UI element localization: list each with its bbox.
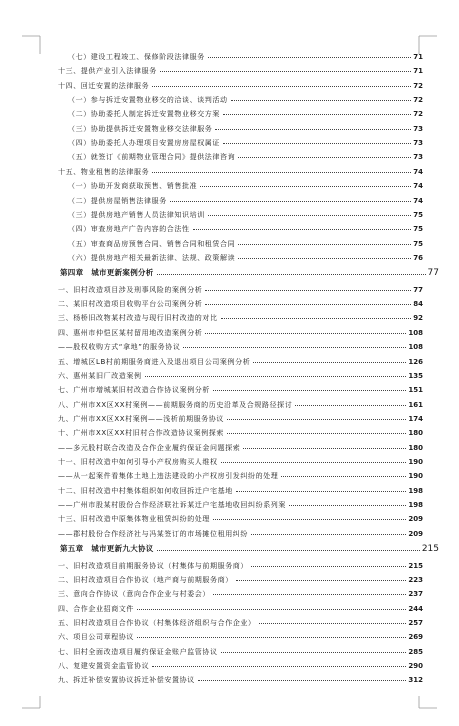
toc-entry[interactable] — [0, 631, 459, 643]
dot-leader — [221, 652, 406, 653]
dot-leader — [152, 172, 411, 173]
toc-entry[interactable] — [0, 298, 459, 310]
toc-entry[interactable] — [0, 51, 459, 63]
toc-entry[interactable] — [0, 413, 459, 425]
toc-entry-title: 十一、旧村改造中如何引导小产权房购买人维权 — [58, 457, 218, 466]
toc-entry[interactable] — [0, 327, 459, 339]
dot-leader — [238, 157, 411, 158]
toc-entry-title: 六、惠州某旧厂改造案例 — [58, 371, 142, 380]
toc-entry-title: 十二、旧村改造中村集体组织如何收回拆迁户宅基地 — [58, 486, 233, 495]
toc-entry-title: 四、惠州市仲恺区某村留用地改造案例分析 — [58, 328, 203, 337]
toc-entry[interactable] — [0, 513, 459, 525]
toc-page-number: 75 — [413, 225, 423, 234]
toc-entry-title: 第五章 城市更新九大协议 — [60, 544, 154, 554]
toc-page-number: 215 — [408, 561, 423, 570]
toc-entry-title: （三）协助提供拆迁安置物业移交法律服务 — [68, 124, 213, 133]
toc-entry[interactable] — [0, 456, 459, 468]
crop-mark-top-right — [399, 0, 459, 54]
dot-leader — [137, 637, 406, 638]
toc-page-number: 161 — [408, 400, 423, 409]
toc-entry-title: （三）提供房地产销售人员法律知识培训 — [68, 210, 205, 219]
toc-entry-title: 一、旧村改造项目涉及刑事风险的案例分析 — [58, 285, 203, 294]
dot-leader — [170, 201, 411, 202]
toc-page-number: 209 — [408, 515, 423, 524]
toc-page-number: 92 — [413, 314, 423, 323]
toc-entry-title: （四）审查房地产广告内容的合法性 — [68, 225, 190, 234]
toc-entry-title: 十三、旧村改造中原集体物业租赁纠纷的处理 — [58, 515, 210, 524]
dot-leader — [227, 433, 406, 434]
toc-entry-title: ——郡村股份合作经济社与冯某签订的市场摊位租用纠纷 — [58, 529, 248, 538]
toc-page-number: 190 — [408, 472, 423, 481]
toc-entry[interactable] — [0, 574, 459, 586]
toc-entry[interactable] — [0, 660, 459, 672]
toc-entry-title: （四）协助委托人办理项目安置房房屋权属证 — [68, 139, 220, 148]
toc-page-number: 72 — [413, 110, 423, 119]
toc-entry-title: 九、广州市XX区XX村案例——浅析前期服务协议 — [58, 414, 224, 423]
toc-entry[interactable] — [0, 341, 459, 353]
toc-entry-title: 一、旧村改造项目前期服务协议（村集体与前期服务商） — [58, 561, 248, 570]
toc-entry[interactable] — [0, 485, 459, 497]
toc-entry[interactable] — [0, 137, 459, 149]
toc-entry-title: ——股权收购方式“拿地”的服务协议 — [58, 343, 181, 352]
dot-leader — [289, 505, 406, 506]
toc-entry[interactable] — [0, 195, 459, 207]
dot-leader — [198, 680, 406, 681]
toc-entry-title: 第四章 城市更新案例分析 — [60, 268, 154, 278]
dot-leader — [215, 129, 411, 130]
toc-entry-title: 三、意向合作协议（意向合作企业与村委会） — [58, 590, 210, 599]
toc-chapter-entry[interactable] — [0, 542, 459, 556]
toc-page-number: 180 — [408, 429, 423, 438]
dot-leader — [145, 376, 406, 377]
dot-leader — [213, 594, 406, 595]
toc-entry[interactable] — [0, 427, 459, 439]
toc-page-number: 73 — [413, 124, 423, 133]
toc-entry-title: 七、旧村全面改造项目履约保证金账户监管协议 — [58, 647, 218, 656]
dot-leader — [152, 86, 411, 87]
toc-page-number: 73 — [413, 153, 423, 162]
toc-entry-title: （二）协助委托人制定拆迁安置物业移交方案 — [68, 110, 220, 119]
toc-page-number: 74 — [413, 167, 423, 176]
toc-entry[interactable] — [0, 370, 459, 382]
toc-entry-title: 六、项目公司章程协议 — [58, 633, 134, 642]
toc-entry[interactable] — [0, 151, 459, 163]
toc-page-number: 285 — [408, 647, 423, 656]
toc-entry-title: 二、某旧村改造项目收购平台公司案例分析 — [58, 300, 203, 309]
toc-page-number: 77 — [427, 268, 439, 279]
dot-leader — [205, 304, 411, 305]
toc-page-number: 237 — [408, 590, 423, 599]
dot-leader — [213, 390, 406, 391]
toc-entry-title: 十、广州市XX区XX村旧村合作改造协议案例探索 — [58, 429, 224, 438]
toc-entry-title: （五）审查商品房预售合同、销售合同和租赁合同 — [68, 239, 236, 248]
dot-leader — [152, 666, 406, 667]
dot-leader — [236, 580, 406, 581]
dot-leader — [251, 566, 406, 567]
toc-entry-title: 二、旧村改造项目合作协议（地产商与前期服务商） — [58, 575, 233, 584]
toc-page-number: 84 — [413, 300, 423, 309]
toc-entry-title: （一）参与拆迁安置物业移交的洽谈、谈判活动 — [68, 96, 228, 105]
toc-entry-title: 十三、提供产业引入法律服务 — [58, 67, 157, 76]
toc-entry-title: （六）提供房地产相关最新法律、法规、政策解读 — [68, 253, 236, 262]
toc-entry-title: 九、拆迁补偿安置协议拆迁补偿安置协议 — [58, 676, 195, 685]
toc-page-number: 190 — [408, 457, 423, 466]
toc-chapter-entry[interactable] — [0, 266, 459, 280]
toc-entry-title: 五、增城区LB村前期服务商进入及退出项目公司案例分析 — [58, 357, 251, 366]
toc-entry-title: 八、广州市XX区XX村案例——前期服务商的历史沿革及合规路径探讨 — [58, 400, 293, 409]
toc-page-number: 198 — [408, 501, 423, 509]
toc-page-number: 244 — [408, 604, 423, 613]
toc-page-number: 75 — [413, 239, 423, 248]
dot-leader — [227, 419, 406, 420]
toc-page-number: 72 — [413, 81, 423, 90]
toc-page-number: 174 — [408, 414, 423, 423]
dot-leader — [160, 71, 411, 72]
toc-page-number: 71 — [413, 67, 423, 76]
dot-leader — [137, 609, 406, 610]
toc-entry[interactable] — [0, 470, 459, 482]
toc-entry-title: （五）就签订《前期物业管理合同》提供法律咨询 — [68, 153, 236, 162]
toc-page-number: 108 — [408, 343, 423, 352]
dot-leader — [253, 362, 406, 363]
toc-entry[interactable] — [0, 603, 459, 615]
crop-mark-top-left — [0, 0, 60, 54]
toc-entry[interactable] — [0, 442, 459, 454]
toc-entry-title: 七、广州市增城某旧村改造合作协议案例分析 — [58, 386, 210, 395]
toc-entry[interactable] — [0, 209, 459, 221]
toc-page-number: 71 — [413, 53, 423, 61]
toc-entry[interactable] — [0, 123, 459, 135]
dot-leader — [251, 534, 406, 535]
toc-entry[interactable] — [0, 560, 459, 572]
dot-leader — [200, 186, 411, 187]
dot-leader — [213, 519, 406, 520]
toc-entry-title: 五、旧村改造项目合作协议（村集体经济组织与合作企业） — [58, 618, 256, 627]
dot-leader — [243, 448, 406, 449]
toc-page-number: 257 — [408, 618, 423, 627]
toc-entry[interactable] — [0, 384, 459, 396]
toc-page-number: 74 — [413, 196, 423, 205]
toc-entry[interactable] — [0, 166, 459, 178]
toc-page-number: 75 — [413, 210, 423, 219]
dot-leader — [221, 462, 406, 463]
dot-leader — [295, 405, 406, 406]
toc-entry-title: 三、杨桥旧改物某村改造与现行旧村改造的对比 — [58, 314, 218, 323]
dot-leader — [208, 57, 411, 58]
toc-entry-title: ——广州市股某村股份合作经济联社诉某迁户宅基地收回纠纷系列案 — [58, 501, 286, 509]
dot-leader — [238, 258, 411, 259]
toc-entry-title: 八、复建安置资金监管协议 — [58, 662, 150, 670]
toc-entry[interactable] — [0, 312, 459, 324]
toc-entry[interactable] — [0, 588, 459, 600]
toc-entry[interactable] — [0, 65, 459, 77]
dot-leader — [223, 143, 411, 144]
dot-leader — [193, 229, 411, 230]
toc-page-number: 108 — [408, 328, 423, 337]
crop-mark-bottom-right — [399, 696, 459, 726]
dot-leader — [281, 476, 406, 477]
toc-entry[interactable] — [0, 499, 459, 511]
dot-leader — [183, 347, 406, 348]
toc-entry-title: （一）协助开发商获取预售、销售批准 — [68, 182, 198, 191]
dot-leader — [205, 290, 411, 291]
toc-page-number: 77 — [413, 285, 423, 294]
toc-entry[interactable] — [0, 399, 459, 411]
dot-leader — [238, 244, 411, 245]
toc-page-number: 76 — [413, 253, 423, 262]
toc-entry-title: 十四、回迁安置的法律服务 — [58, 81, 150, 90]
toc-page-number: 198 — [408, 486, 423, 495]
dot-leader — [223, 114, 411, 115]
toc-page-number: 223 — [408, 575, 423, 584]
toc-entry[interactable] — [0, 80, 459, 92]
toc-entry[interactable] — [0, 646, 459, 658]
dot-leader — [236, 491, 406, 492]
toc-entry-title: 四、合作企业招商文件 — [58, 604, 134, 613]
dot-leader — [231, 100, 411, 101]
toc-entry-title: （二）提供房屋销售法律服务 — [68, 196, 167, 205]
dot-leader — [157, 274, 426, 275]
toc-entry[interactable] — [0, 356, 459, 368]
toc-page-number: 73 — [413, 139, 423, 148]
toc-entry[interactable] — [0, 252, 459, 264]
toc-page-number: 215 — [421, 544, 439, 555]
toc-entry[interactable] — [0, 528, 459, 540]
toc-entry[interactable] — [0, 284, 459, 296]
toc-entry-title: 十五、物业租售的法律服务 — [58, 167, 150, 176]
toc-page-number: 72 — [413, 96, 423, 105]
dot-leader — [157, 550, 420, 551]
toc-entry-title: ——从一起案件看集体土地上违法建设的小产权房引发纠纷的处理 — [58, 472, 279, 481]
toc-page-number: 74 — [413, 182, 423, 191]
dot-leader — [221, 318, 411, 319]
toc-page-number: 312 — [408, 676, 423, 685]
toc-entry[interactable] — [0, 180, 459, 192]
toc-entry-title: ——多元股村联合改造及合作企业履约保证金问题探索 — [58, 443, 241, 452]
toc-entry[interactable] — [0, 108, 459, 120]
dot-leader — [259, 623, 406, 624]
toc-entry-title: （七）建设工程竣工、保修阶段法律服务 — [68, 53, 205, 61]
toc-page-number: 290 — [408, 662, 423, 670]
crop-mark-bottom-left — [0, 696, 60, 726]
dot-leader — [205, 333, 406, 334]
toc-page-number: 151 — [408, 386, 423, 395]
toc-entry[interactable] — [0, 238, 459, 250]
toc-page-number: 180 — [408, 443, 423, 452]
toc-page-number: 135 — [408, 371, 423, 380]
toc-page-number: 126 — [408, 357, 423, 366]
toc-page-number: 209 — [408, 529, 423, 538]
toc-entry[interactable] — [0, 617, 459, 629]
toc-page-number: 269 — [408, 633, 423, 642]
toc-entry[interactable] — [0, 674, 459, 686]
toc-entry[interactable] — [0, 223, 459, 235]
dot-leader — [208, 215, 411, 216]
toc-entry[interactable] — [0, 94, 459, 106]
